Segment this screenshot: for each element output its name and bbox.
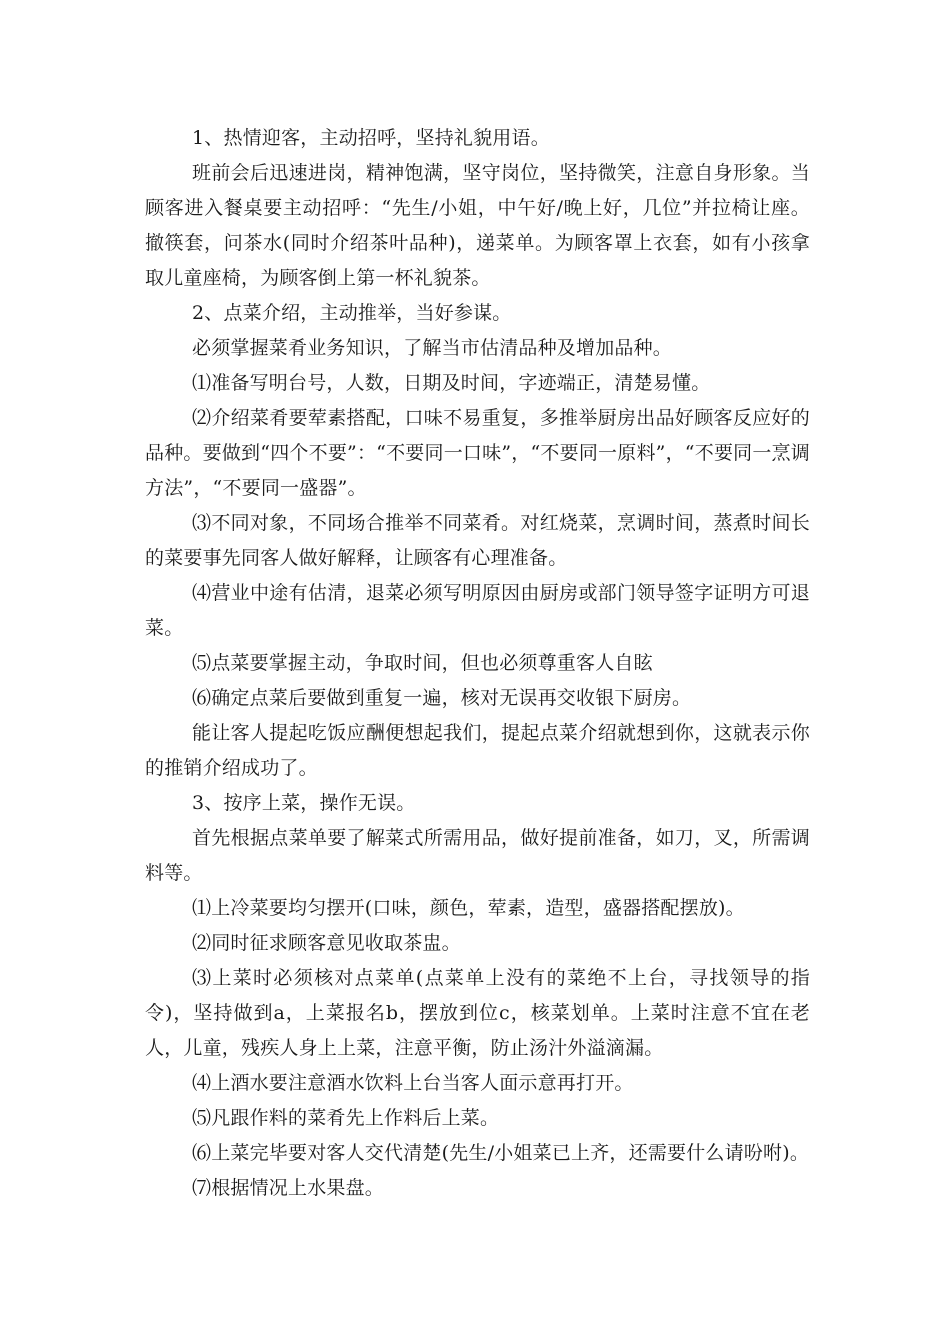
list-item: ⑷上酒水要注意酒水饮料上台当客人面示意再打开。 [192,1072,634,1094]
list-item: ⑷营业中途有估清，退菜必须写明原因由厨房或部门领导签字证明方可退菜。 [145,582,810,639]
list-item: ⑺根据情况上水果盘。 [192,1177,385,1199]
list-item: ⑵介绍菜肴要荤素搭配，口味不易重复，多推举厨房出品好顾客反应好的品种。要做到“四个不要”：“不要同一口味”，“不要同一原料”，“不要同一烹调方法”，“不要同一盛器”。 [145,407,810,499]
section-heading-2: 2、点菜介绍，主动推举，当好参谋。 [192,302,512,324]
list-item: ⑸凡跟作料的菜肴先上作料后上菜。 [192,1107,500,1129]
paragraph: 首先根据点菜单要了解菜式所需用品，做好提前准备，如刀，叉，所需调料等。 [145,827,810,884]
paragraph: 必须掌握菜肴业务知识，了解当市估清品种及增加品种。 [192,337,673,359]
document-body [145,121,810,1206]
section-heading-3: 3、按序上菜，操作无误。 [192,792,416,814]
list-item: ⑶上菜时必须核对点菜单(点菜单上没有的菜绝不上台，寻找领导的指令)，坚持做到a，上菜报名b，摆放到位c，核菜划单。上菜时注意不宜在老人，儿童，残疾人身上上菜，注意平衡，防止汤汁外溢滴漏。 [145,967,810,1059]
list-item: ⑴准备写明台号，人数，日期及时间，字迹端正，清楚易懂。 [192,372,711,394]
list-item: ⑶不同对象，不同场合推举不同菜肴。对红烧菜，烹调时间，蒸煮时间长的菜要事先同客人做好解释，让顾客有心理准备。 [145,512,810,569]
paragraph: 能让客人提起吃饭应酬便想起我们，提起点菜介绍就想到你，这就表示你的推销介绍成功了。 [145,722,810,779]
list-item: ⑹确定点菜后要做到重复一遍，核对无误再交收银下厨房。 [192,687,692,709]
list-item: ⑵同时征求顾客意见收取茶盅。 [192,932,461,954]
list-item: ⑹上菜完毕要对客人交代清楚(先生/小姐菜已上齐，还需要什么请吩咐)。 [192,1142,810,1164]
list-item: ⑴上冷菜要均匀摆开(口味，颜色，荤素，造型，盛器搭配摆放)。 [192,897,745,919]
list-item: ⑸点菜要掌握主动，争取时间，但也必须尊重客人自眩 [192,652,653,674]
section-heading-1: 1、热情迎客，主动招呼，坚持礼貌用语。 [192,127,550,149]
paragraph: 班前会后迅速进岗，精神饱满，坚守岗位，坚持微笑，注意自身形象。当顾客进入餐桌要主动招呼：“先生/小姐，中午好/晚上好，几位”并拉椅让座。撤筷套，问茶水(同时介绍茶叶品种)，递菜单。为顾客罩上衣套，如有小孩拿取儿童座椅，为顾客倒上第一杯礼貌茶。 [145,162,810,289]
